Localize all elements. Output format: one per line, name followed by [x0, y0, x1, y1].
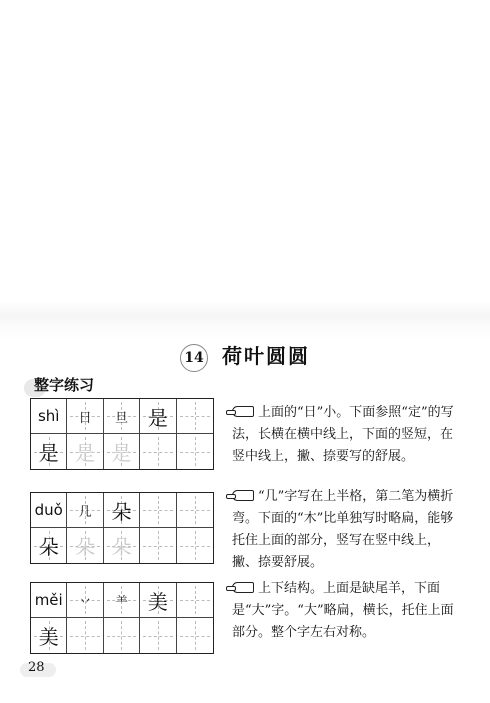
description-text: 上下结构。上面是缺尾羊，下面是“大”字。“大”略扁，横长，托住上面部分。整个字左右对称。: [232, 581, 454, 640]
stroke-step-cell: ⺷: [104, 583, 140, 618]
description-text: 上面的“日”小。下面参照“定”的写法，长横在横中线上，下面的竖短，在竖中线上，撇、捺要写的舒展。: [232, 405, 454, 464]
empty-practice-cell[interactable]: [177, 528, 213, 563]
lesson-title-text: 荷叶圆圆: [222, 344, 310, 368]
writing-grid-shi: [30, 398, 214, 470]
writing-grid-mei: [30, 582, 214, 654]
model-char-cell: 朵: [31, 528, 67, 563]
scan-artifact-band: [0, 300, 490, 340]
empty-practice-cell[interactable]: [177, 618, 213, 653]
trace-char-cell[interactable]: 朵: [67, 528, 103, 563]
model-char-cell: 是: [140, 399, 176, 434]
empty-practice-cell[interactable]: [140, 493, 176, 528]
model-char-cell: 是: [31, 434, 67, 469]
lesson-number-badge: 14: [180, 344, 208, 372]
pointing-hand-icon: [232, 406, 254, 417]
empty-practice-cell[interactable]: [140, 528, 176, 563]
pinyin-cell: duǒ: [31, 493, 67, 528]
section-heading: 整字练习: [34, 376, 95, 394]
empty-practice-cell[interactable]: [140, 434, 176, 469]
exercise-description: [232, 402, 462, 468]
trace-char-cell[interactable]: 是: [67, 434, 103, 469]
empty-practice-cell[interactable]: [177, 583, 213, 618]
page-number: 28: [28, 660, 45, 675]
stroke-step-cell: 旦: [104, 399, 140, 434]
stroke-step-cell: 丷: [67, 583, 103, 618]
pointing-hand-icon: [232, 490, 254, 501]
lesson-title: [0, 340, 490, 372]
trace-char-cell[interactable]: 朵: [104, 528, 140, 563]
model-char-cell: 美: [31, 618, 67, 653]
empty-practice-cell[interactable]: [104, 618, 140, 653]
model-char-cell: 朵: [104, 493, 140, 528]
empty-practice-cell[interactable]: [67, 618, 103, 653]
stroke-step-cell: 几: [67, 493, 103, 528]
pinyin-cell: měi: [31, 583, 67, 618]
exercise-description: [232, 486, 462, 574]
writing-grid-duo: [30, 492, 214, 564]
pinyin-cell: shì: [31, 399, 67, 434]
stroke-step-cell: 日: [67, 399, 103, 434]
pointing-hand-icon: [232, 582, 254, 593]
model-char-cell: 美: [140, 583, 176, 618]
exercise-description: [232, 578, 462, 644]
empty-practice-cell[interactable]: [177, 493, 213, 528]
empty-practice-cell[interactable]: [140, 618, 176, 653]
description-text: “几”字写在上半格，第二笔为横折弯。下面的“木”比单独写时略扁，能够托住上面的部分，竖写在竖中线上，撇、捺要舒展。: [232, 489, 454, 570]
empty-practice-cell[interactable]: [177, 434, 213, 469]
trace-char-cell[interactable]: 是: [104, 434, 140, 469]
empty-practice-cell[interactable]: [177, 399, 213, 434]
